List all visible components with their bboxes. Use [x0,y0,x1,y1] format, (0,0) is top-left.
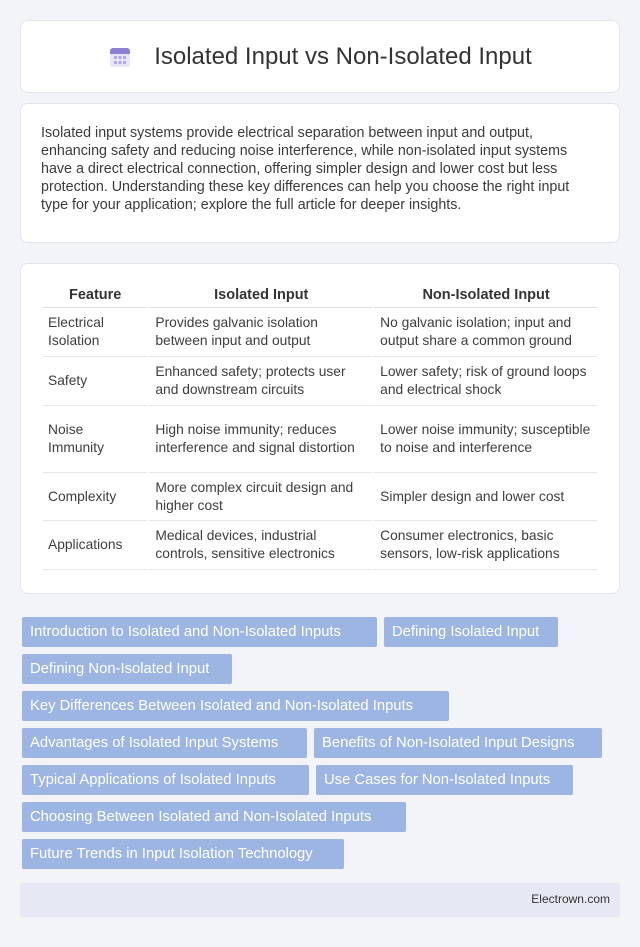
table-cell: Enhanced safety; protects user and downstream circuits [147,357,372,406]
table-cell: Safety [43,357,147,406]
page-title [108,43,532,71]
tag-use-cases-non-isolated[interactable]: Use Cases for Non-Isolated Inputs [316,765,573,795]
tag-defining-isolated[interactable]: Defining Isolated Input [384,617,558,647]
tag-introduction[interactable]: Introduction to Isolated and Non-Isolated Inputs [22,617,377,647]
intro-card [20,103,620,243]
title-text: Isolated Input vs Non-Isolated Input [154,42,532,70]
table-cell: Simpler design and lower cost [372,473,597,521]
intro-text: Isolated input systems provide electrical separation between input and output, enhancing safety and reducing noise interference, while non-isolated input systems have a direct electrical connection, offering simpler design and lower cost but less protection. Understanding these key differences can help you choose the right input type for your application; explore the full article for deeper insights. [41,125,570,213]
table-cell: High noise immunity; reduces interference and signal distortion [147,406,372,473]
column-header: Feature [43,284,147,308]
table-cell: No galvanic isolation; input and output share a common ground [372,308,597,357]
table-cell: Consumer electronics, basic sensors, low-risk applications [372,521,597,570]
tag-choosing[interactable]: Choosing Between Isolated and Non-Isolated Inputs [22,802,406,832]
table-cell: Lower noise immunity; susceptible to noise and interference [372,406,597,473]
tag-applications-isolated[interactable]: Typical Applications of Isolated Inputs [22,765,309,795]
tag-advantages-isolated[interactable]: Advantages of Isolated Input Systems [22,728,307,758]
table-cell: Lower safety; risk of ground loops and electrical shock [372,357,597,406]
column-header: Non-Isolated Input [372,284,597,308]
tag-key-differences[interactable]: Key Differences Between Isolated and Non-Isolated Inputs [22,691,449,721]
table-row [43,308,597,357]
table-cell: Complexity [43,473,147,521]
table-cell: Medical devices, industrial controls, sensitive electronics [147,521,372,570]
table-row [43,473,597,521]
footer [20,883,620,917]
comparison-table [43,284,597,570]
table-cell: Electrical Isolation [43,308,147,357]
tag-benefits-non-isolated[interactable]: Benefits of Non-Isolated Input Designs [314,728,602,758]
table-cell: More complex circuit design and higher cost [147,473,372,521]
header-card [20,20,620,93]
tag-future-trends[interactable]: Future Trends in Input Isolation Technology [22,839,344,869]
table-cell: Applications [43,521,147,570]
table-cell: Noise Immunity [43,406,147,473]
tag-defining-non-isolated[interactable]: Defining Non-Isolated Input [22,654,232,684]
footer-brand: Electrown.com [531,892,610,906]
column-header: Isolated Input [147,284,372,308]
table-row [43,521,597,570]
table-cell: Provides galvanic isolation between input and output [147,308,372,357]
table-header-row [43,284,597,308]
comparison-table-card [20,263,620,594]
table-row [43,406,597,473]
calendar-icon [108,45,132,69]
table-row [43,357,597,406]
